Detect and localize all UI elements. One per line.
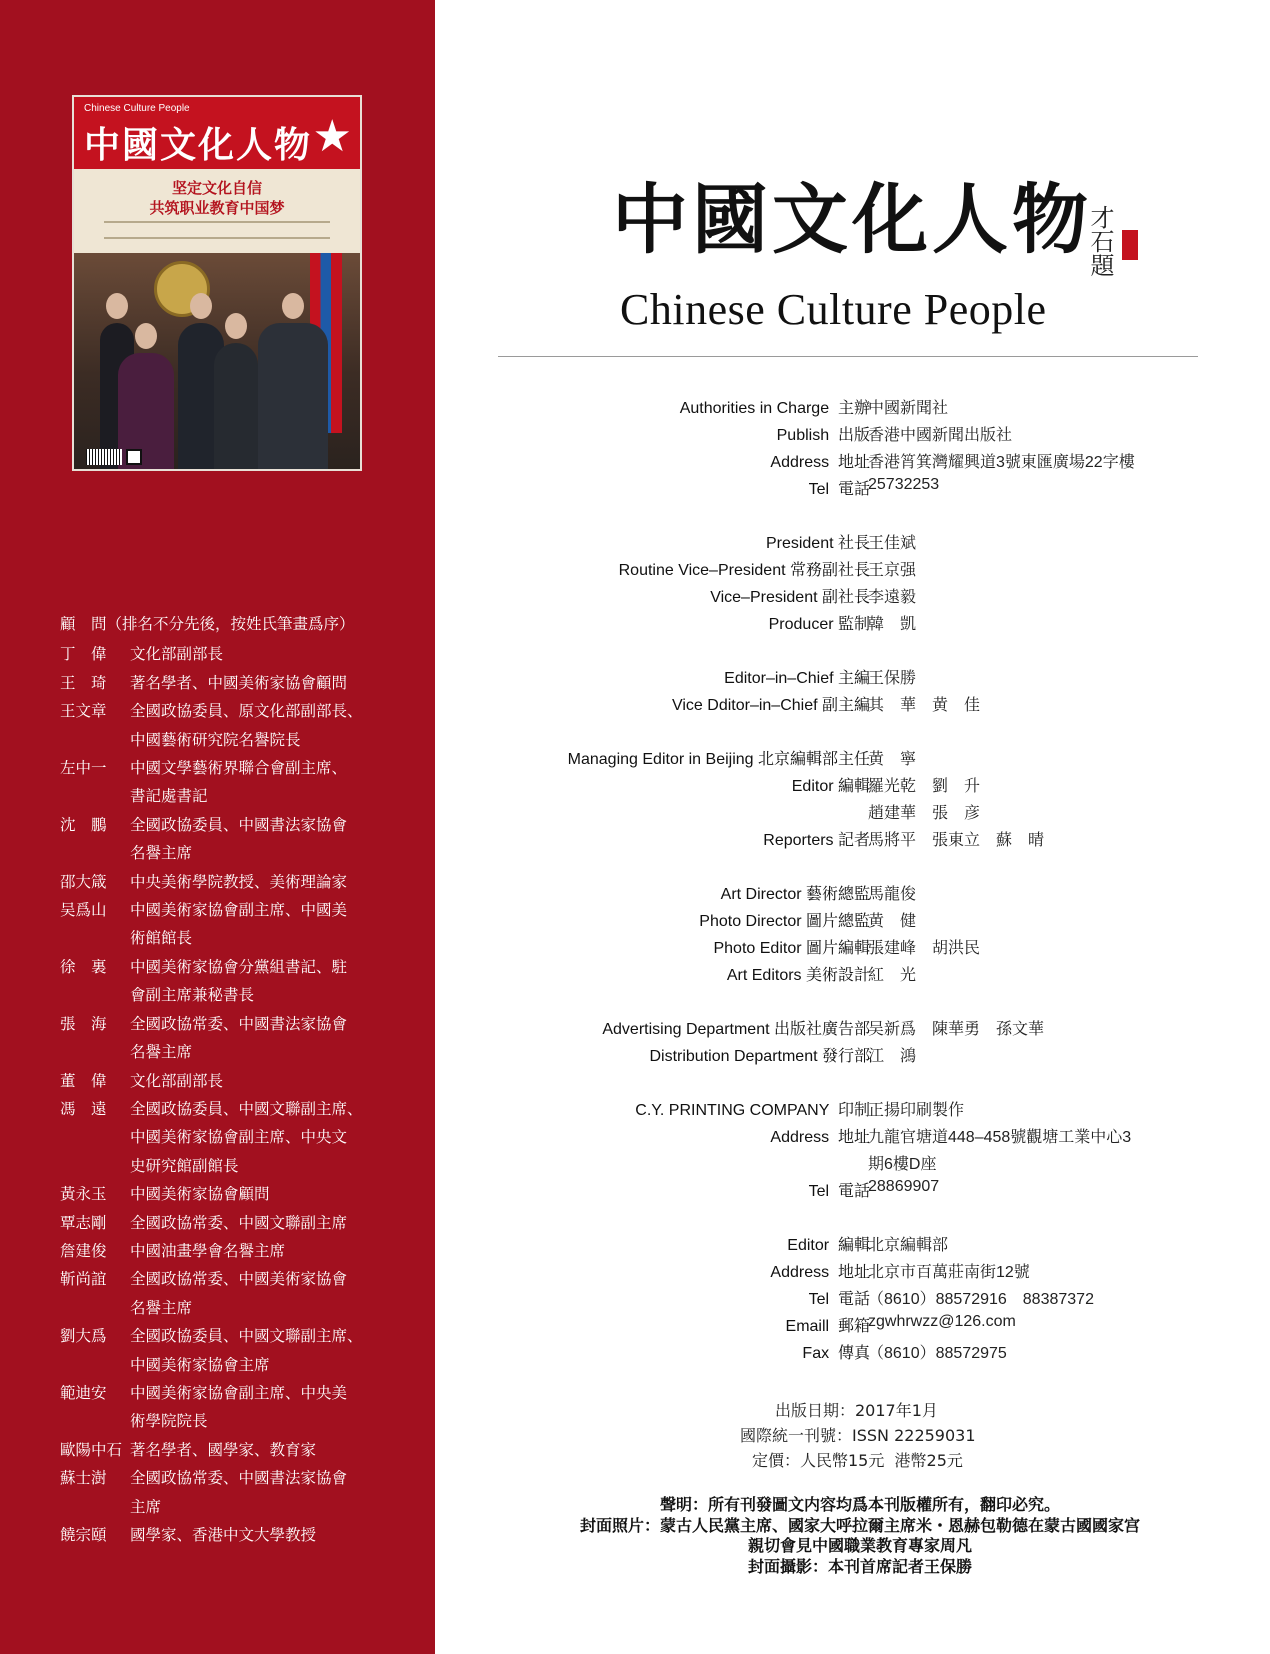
advisors-heading: 顧 問（排名不分先後，按姓氏筆畫爲序） xyxy=(60,615,355,633)
staff-role-label: C.Y. PRINTING COMPANY 印制 xyxy=(635,1102,870,1119)
advisor-name xyxy=(60,924,130,952)
staff-row xyxy=(430,1340,1260,1367)
cover-thumbnail xyxy=(72,95,362,471)
staff-value: 正揚印刷製作 xyxy=(868,1102,965,1119)
advisor-row xyxy=(60,924,420,952)
advisor-row xyxy=(60,1180,420,1208)
advisor-role: 中央美術學院教授、美術理論家 xyxy=(130,872,348,891)
advisor-role: 史研究館副館長 xyxy=(130,1156,239,1175)
notice-line-4: 封面攝影：本刊首席記者王保勝 xyxy=(747,1556,972,1576)
advisor-name: 吴爲山 xyxy=(60,901,107,920)
staff-value: 北京市百萬莊南街12號 xyxy=(868,1264,1030,1281)
section-spacer xyxy=(430,1070,1260,1097)
staff-row xyxy=(430,773,1260,800)
advisor-role: 書記處書記 xyxy=(130,787,208,806)
advisor-name: 沈 鵬 xyxy=(60,815,107,834)
staff-value: （8610）88572916 88387372 xyxy=(868,1291,1094,1308)
staff-value: 25732253 xyxy=(868,476,940,493)
advisor-role: 全國政協常委、中國美術家協會 xyxy=(130,1270,348,1289)
staff-row xyxy=(430,611,1260,638)
staff-role-label: Reporters 記者 xyxy=(763,832,870,849)
advisor-row xyxy=(60,782,420,810)
staff-row xyxy=(430,422,1260,449)
advisor-row xyxy=(60,1265,420,1293)
staff-row xyxy=(430,557,1260,584)
advisor-role: 著名學者、國學家、教育家 xyxy=(130,1440,317,1459)
staff-value: 馬龍俊 xyxy=(868,886,917,903)
staff-value: 期6樓D座 xyxy=(868,1156,937,1173)
advisor-role: 主席 xyxy=(130,1497,162,1516)
staff-role-label: Editor 編輯 xyxy=(791,778,870,795)
advisor-role: 術館館長 xyxy=(130,929,193,948)
staff-row xyxy=(430,935,1260,962)
staff-value: （8610）88572975 xyxy=(868,1345,1007,1362)
advisor-name xyxy=(60,1493,130,1521)
advisor-name xyxy=(60,1294,130,1322)
staff-row xyxy=(430,881,1260,908)
advisor-role: 中國美術家協會顧問 xyxy=(130,1185,270,1204)
staff-role-label: Art Editors 美術設計 xyxy=(726,967,870,984)
staff-row xyxy=(430,530,1260,557)
staff-role-label: Editor 編輯 xyxy=(787,1237,870,1254)
advisor-name: 左中一 xyxy=(60,759,107,778)
staff-row xyxy=(430,584,1260,611)
staff-row xyxy=(430,800,1260,827)
section-spacer xyxy=(430,989,1260,1016)
staff-value: 黄 寧 xyxy=(868,751,917,768)
advisor-role: 術學院院長 xyxy=(130,1412,208,1431)
staff-value: 馬將平 張東立 蘇 晴 xyxy=(868,832,1045,849)
person-figure xyxy=(258,323,328,471)
advisor-role: 名譽主席 xyxy=(130,844,193,863)
staff-value: 紅 光 xyxy=(868,967,917,984)
advisor-name xyxy=(60,839,130,867)
staff-row xyxy=(430,1178,1260,1205)
cover-headline-band xyxy=(74,169,360,253)
advisor-name xyxy=(60,1123,130,1151)
advisor-role: 中國文學藝術界聯合會副主席、 xyxy=(130,759,348,778)
advisor-row xyxy=(60,1351,420,1379)
staff-role-label: Address 地址 xyxy=(770,454,870,471)
advisor-role: 中國美術家協會副主席、中國美 xyxy=(130,901,348,920)
cover-cn-title: 中國文化人物 xyxy=(84,124,313,166)
staff-role-label: Distribution Department 發行部 xyxy=(649,1048,870,1065)
staff-role-label: Photo Director 圖片總監 xyxy=(699,913,870,930)
staff-value: 香港筲箕灣耀興道3號東匯廣場22字樓 xyxy=(868,454,1135,471)
advisor-role: 中國美術家協會主席 xyxy=(130,1355,270,1374)
staff-row xyxy=(430,1124,1260,1151)
staff-role-label: Photo Editor 圖片編輯 xyxy=(713,940,870,957)
staff-role-label: Tel 電話 xyxy=(808,481,870,498)
staff-row xyxy=(430,908,1260,935)
staff-value: 香港中國新聞出版社 xyxy=(868,427,1013,444)
section-spacer xyxy=(430,503,1260,530)
staff-role-label: Advertising Department 出版社廣告部 xyxy=(602,1021,870,1038)
advisor-role: 全國政協常委、中國書法家協會 xyxy=(130,1014,348,1033)
advisor-role: 中國藝術研究院名譽院長 xyxy=(130,730,301,749)
staff-role-label: Vice–President 副社長 xyxy=(710,589,870,606)
staff-value: 北京編輯部 xyxy=(868,1237,949,1254)
publication-price: 定價：人民幣15元 港幣25元 xyxy=(752,1451,963,1470)
publication-date: 出版日期：2017年1月 xyxy=(775,1401,938,1420)
advisor-row xyxy=(60,697,420,725)
advisor-row xyxy=(60,726,420,754)
advisor-row xyxy=(60,811,420,839)
qr-code-icon xyxy=(126,449,142,465)
staff-value: 李遠毅 xyxy=(868,589,917,606)
advisor-name: 王 琦 xyxy=(60,673,107,692)
advisor-name: 靳尚誼 xyxy=(60,1270,107,1289)
staff-list xyxy=(430,395,1260,1367)
publication-info xyxy=(0,1398,1270,1473)
cover-en-title: Chinese Culture People xyxy=(84,103,190,114)
advisor-row xyxy=(60,669,420,697)
advisor-role: 中國美術家協會副主席、中央文 xyxy=(130,1128,348,1147)
staff-role-label: Managing Editor in Beijing 北京編輯部主任 xyxy=(567,751,870,768)
staff-row xyxy=(430,1232,1260,1259)
star-icon: ★ xyxy=(312,112,352,161)
advisor-row xyxy=(60,896,420,924)
advisor-role: 中國油畫學會名譽主席 xyxy=(130,1241,286,1260)
advisor-role: 文化部副部長 xyxy=(130,1071,224,1090)
section-spacer xyxy=(430,719,1260,746)
advisor-name: 丁 偉 xyxy=(60,645,107,664)
staff-role-label: Fax 傳真 xyxy=(802,1345,870,1362)
publication-issn: 國際統一刊號：ISSN 22259031 xyxy=(740,1426,976,1445)
staff-role-label: Publish 出版 xyxy=(776,427,870,444)
staff-row xyxy=(430,1313,1260,1340)
section-spacer xyxy=(430,638,1260,665)
advisor-row xyxy=(60,1123,420,1151)
advisor-role: 國學家、香港中文大學教授 xyxy=(130,1526,317,1544)
staff-row xyxy=(430,476,1260,503)
person-figure xyxy=(214,343,258,471)
cover-subtitle-strip xyxy=(104,221,330,239)
advisor-name: 蘇士澍 xyxy=(60,1469,107,1488)
staff-role-label: Art Director 藝術總監 xyxy=(720,886,870,903)
advisor-row xyxy=(60,754,420,782)
advisor-name: 徐 裏 xyxy=(60,957,107,976)
advisor-row xyxy=(60,1521,420,1549)
staff-row xyxy=(430,746,1260,773)
staff-value: 吴新爲 陳華勇 孫文華 xyxy=(868,1021,1045,1038)
staff-row xyxy=(430,1151,1260,1178)
advisor-name xyxy=(60,1152,130,1180)
advisor-row xyxy=(60,1294,420,1322)
staff-role-label: Emaill 郵箱 xyxy=(785,1318,870,1335)
cover-photo xyxy=(74,253,360,471)
notice-line-2: 封面照片：蒙古人民黨主席、國家大呼拉爾主席米・恩赫包勒德在蒙古國國家宫 xyxy=(579,1515,1140,1535)
advisor-role: 全國政協委員、中國書法家協會 xyxy=(130,815,348,834)
cover-header xyxy=(74,97,360,169)
masthead-divider xyxy=(498,356,1198,357)
advisor-name xyxy=(60,782,130,810)
seal-stamp-icon xyxy=(1122,230,1138,260)
section-spacer xyxy=(430,1205,1260,1232)
advisor-row xyxy=(60,1493,420,1521)
staff-row xyxy=(430,395,1260,422)
staff-value: 中國新聞社 xyxy=(868,400,949,417)
advisor-row xyxy=(60,1152,420,1180)
staff-value: 韓 凱 xyxy=(868,616,917,633)
signature-text: 才石題 xyxy=(1086,205,1114,277)
staff-role-label: Address 地址 xyxy=(770,1264,870,1281)
staff-value: 江 鴻 xyxy=(868,1048,917,1065)
section-spacer xyxy=(430,854,1260,881)
notice-line-1: 聲明：所有刊發圖文内容均爲本刊版權所有，翻印必究。 xyxy=(659,1495,1060,1514)
staff-value: 王京强 xyxy=(868,562,917,579)
cover-headline-2: 共筑职业教育中国梦 xyxy=(149,199,285,217)
advisor-role: 中國美術家協會副主席、中央美 xyxy=(130,1383,348,1402)
advisor-row xyxy=(60,1038,420,1066)
advisor-name: 馮 遠 xyxy=(60,1099,107,1118)
staff-value: 羅光乾 劉 升 xyxy=(868,778,981,795)
advisor-role: 全國政協委員、原文化部副部長、 xyxy=(130,702,363,721)
staff-row xyxy=(430,449,1260,476)
staff-role-label: Tel 電話 xyxy=(808,1183,870,1200)
advisor-name: 饒宗頤 xyxy=(60,1526,107,1544)
advisor-row xyxy=(60,1209,420,1237)
advisor-name: 範迪安 xyxy=(60,1383,107,1402)
staff-value: 黄 健 xyxy=(868,913,917,930)
advisor-row xyxy=(60,640,420,668)
cover-headline-1: 坚定文化自信 xyxy=(171,179,262,197)
advisor-role: 中國美術家協會分黨組書記、駐 xyxy=(130,957,348,976)
staff-value: 王佳斌 xyxy=(868,535,917,552)
staff-value: 28869907 xyxy=(868,1178,940,1195)
advisor-role: 全國政協常委、中國文聯副主席 xyxy=(130,1213,348,1232)
advisor-role: 全國政協委員、中國文聯副主席、 xyxy=(130,1099,363,1118)
advisor-role: 會副主席兼秘書長 xyxy=(130,986,255,1005)
staff-row xyxy=(430,665,1260,692)
advisor-row xyxy=(60,981,420,1009)
advisor-row xyxy=(60,1010,420,1038)
advisor-row xyxy=(60,1322,420,1350)
advisor-name: 歐陽中石 xyxy=(60,1440,123,1459)
advisor-name: 黃永玉 xyxy=(60,1185,107,1204)
advisor-row xyxy=(60,868,420,896)
advisor-name: 董 偉 xyxy=(60,1071,107,1090)
advisor-name xyxy=(60,981,130,1009)
advisor-row xyxy=(60,1237,420,1265)
notice-line-3: 親切會見中國職業教育專家周凡 xyxy=(747,1536,972,1555)
advisor-name: 覃志剛 xyxy=(60,1213,107,1232)
staff-row xyxy=(430,1286,1260,1313)
advisor-row xyxy=(60,1067,420,1095)
advisor-row xyxy=(60,839,420,867)
copyright-notice xyxy=(500,1495,1220,1577)
staff-value: zgwhrwzz@126.com xyxy=(868,1313,1016,1330)
advisor-role: 著名學者、中國美術家協會顧問 xyxy=(130,673,348,692)
staff-value: 張建峰 胡洪民 xyxy=(868,940,981,957)
advisor-name xyxy=(60,726,130,754)
staff-role-label: Editor–in–Chief 主編 xyxy=(724,670,870,687)
calligraphy-signature xyxy=(1088,205,1138,295)
advisor-name: 劉大爲 xyxy=(60,1327,107,1346)
advisor-role: 全國政協委員、中國文聯副主席、 xyxy=(130,1327,363,1346)
advisor-name xyxy=(60,1038,130,1066)
advisor-row xyxy=(60,953,420,981)
staff-value: 九龍官塘道448–458號觀塘工業中心3 xyxy=(868,1129,1132,1146)
staff-row xyxy=(430,692,1260,719)
staff-row xyxy=(430,1097,1260,1124)
advisor-role: 名譽主席 xyxy=(130,1298,193,1317)
staff-role-label: Authorities in Charge 主辦 xyxy=(679,400,870,417)
advisor-name xyxy=(60,1351,130,1379)
advisor-role: 文化部副部長 xyxy=(130,645,224,664)
staff-role-label: Vice Dditor–in–Chief 副主編 xyxy=(671,697,870,714)
staff-role-label: Routine Vice–President 常務副社長 xyxy=(618,562,870,579)
advisor-role: 名譽主席 xyxy=(130,1043,193,1062)
barcode-icon xyxy=(86,449,122,465)
advisor-name: 詹建俊 xyxy=(60,1241,107,1260)
staff-row xyxy=(430,1259,1260,1286)
staff-role-label: President 社長 xyxy=(765,535,870,552)
advisor-row xyxy=(60,1095,420,1123)
masthead-en-title: Chinese Culture People xyxy=(620,285,1047,334)
staff-value: 王保勝 xyxy=(868,670,917,687)
staff-row xyxy=(430,962,1260,989)
staff-role-label: Producer 監制 xyxy=(768,616,870,633)
staff-role-label: Address 地址 xyxy=(770,1129,870,1146)
staff-row xyxy=(430,1016,1260,1043)
staff-value: 趙建華 張 彦 xyxy=(868,805,981,822)
staff-value: 其 華 黄 佳 xyxy=(868,697,981,714)
staff-row xyxy=(430,1043,1260,1070)
staff-role-label: Tel 電話 xyxy=(808,1291,870,1308)
masthead-cn-title: 中國文化人物 xyxy=(612,175,1092,264)
advisor-role: 全國政協常委、中國書法家協會 xyxy=(130,1469,348,1488)
advisor-name: 王文章 xyxy=(60,702,107,721)
staff-row xyxy=(430,827,1260,854)
advisor-name: 邵大箴 xyxy=(60,872,107,891)
advisor-name: 張 海 xyxy=(60,1014,107,1033)
